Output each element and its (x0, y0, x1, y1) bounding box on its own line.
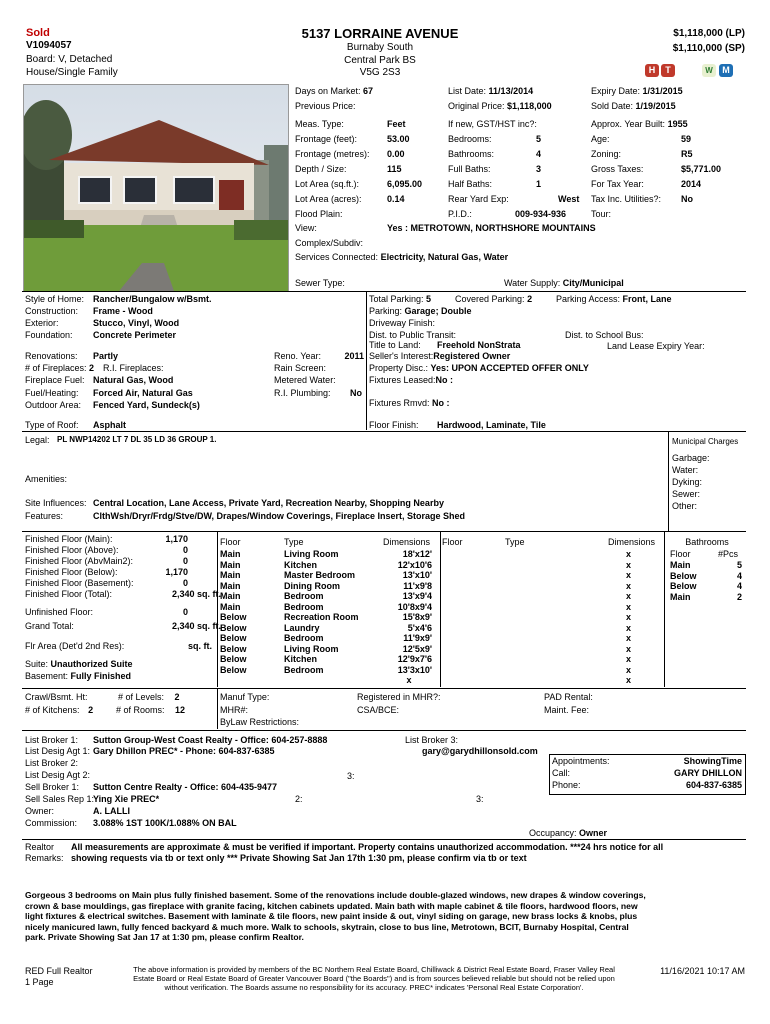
style-value: Rancher/Bungalow w/Bsmt. (93, 294, 212, 304)
depth-value: 115 (387, 164, 402, 174)
room-row: Below Living Room 12'5x9' (220, 643, 432, 654)
view-value: Yes : METROTOWN, NORTHSHORE MOUNTAINS (387, 223, 596, 233)
complex-label: Complex/Subdiv: (295, 238, 364, 248)
frontage-ft-label: Frontage (feet): (295, 134, 358, 144)
zoning-label: Zoning: (591, 149, 622, 159)
call-label: Call: (552, 768, 571, 778)
room-empty-marker: x (626, 612, 632, 622)
style-label: Style of Home: (25, 294, 85, 304)
bath-row: Main 2 (670, 591, 742, 602)
disclaimer (100, 965, 648, 992)
crawl-label: Crawl/Bsmt. Ht: (25, 692, 88, 702)
flood-plain-label: Flood Plain: (295, 209, 343, 219)
subarea-text: Central Park BS (344, 55, 416, 66)
floor-finish-label: Floor Finish: (369, 420, 419, 430)
list-broker-2-label: List Broker 2: (25, 758, 79, 768)
column-divider (664, 532, 665, 687)
depth-label: Depth / Size: (295, 164, 347, 174)
room-empty-marker: x (626, 622, 632, 633)
basement-row: Basement: Fully Finished (25, 671, 132, 681)
driveway-label: Driveway Finish: (369, 318, 436, 328)
list-broker-1[interactable]: Sutton Group-West Coast Realty - Office: 604-257-8888 (93, 735, 328, 745)
fuel-value: Forced Air, Natural Gas (93, 388, 193, 398)
municipal-item: Dyking: (672, 477, 703, 487)
sell-broker-1-label: Sell Broker 1: (25, 782, 80, 792)
rooms-dim-header-2: Dimensions (608, 537, 656, 547)
original-price: Original Price: $1,118,000 (448, 101, 552, 111)
frontage-ft-value: 53.00 (387, 134, 410, 144)
fixtures-removed: Fixtures Rmvd: No : (369, 398, 450, 408)
floor-abv2-value: 0 (182, 556, 188, 566)
agent-email-link[interactable]: gary@garydhillonsold.com (422, 746, 538, 756)
appointments-label: Appointments: (552, 756, 610, 766)
construction-value: Frame - Wood (93, 306, 153, 316)
room-row: Below Laundry 5'x4'6 (220, 622, 432, 633)
floor-main-label: Finished Floor (Main): (25, 534, 113, 544)
municipal-item: Garbage: (672, 453, 710, 463)
features-value: ClthWsh/Dryr/Frdg/Stve/DW, Drapes/Window Coverings, Fireplace Insert, Storage Shed (93, 511, 465, 521)
sell-broker-1[interactable]: Sutton Centre Realty - Office: 604-435-9477 (93, 782, 278, 792)
public-remarks-line: Gorgeous 3 bedrooms on Main plus fully finished basement. Some of the renovations include double-glazed windows, new drapes & window coverings, (25, 890, 646, 900)
age-label: Age: (591, 134, 610, 144)
floor-bsmt-label: Finished Floor (Basement): (25, 578, 134, 588)
column-divider (217, 532, 218, 687)
sold-date: Sold Date: 1/19/2015 (591, 101, 676, 111)
water-row: Water Supply: City/Municipal (504, 278, 624, 288)
amenities-label: Amenities: (25, 474, 68, 484)
floor-below-label: Finished Floor (Below): (25, 567, 118, 577)
rooms-list (220, 549, 432, 686)
floor-total-label: Finished Floor (Total): (25, 589, 113, 599)
divider (22, 688, 746, 689)
frontage-m-label: Frontage (metres): (295, 149, 370, 159)
sewer-label: Sewer Type: (295, 278, 345, 288)
room-empty-marker: x (626, 675, 632, 685)
meas-type-label: Meas. Type: (295, 119, 344, 129)
bath-floor-header: Floor (670, 549, 691, 559)
sell-rep-2-label: 2: (295, 794, 303, 804)
exterior-value: Stucco, Vinyl, Wood (93, 318, 180, 328)
rooms-count-row: # of Rooms: 12 (116, 705, 186, 715)
public-remarks-line: park. Private Showing Sat Jan 17 at 1:30 pm, please confirm Realtor. (25, 932, 304, 942)
kitchens-row: # of Kitchens: 2 (25, 705, 94, 715)
realtor-remarks-line-1: All measurements are approximate & must be verified if important. Property contains unauthorized accommodation. ***24 hrs notice for all (71, 842, 664, 852)
half-baths-label: Half Baths: (448, 179, 493, 189)
room-empty-marker: x (626, 643, 632, 654)
metered-water-label: Metered Water: (274, 375, 336, 385)
room-empty-marker: x (626, 633, 632, 643)
walkscore-icon[interactable]: W (702, 64, 716, 77)
foundation-label: Foundation: (25, 330, 73, 340)
transit-label: Dist. to Public Transit: (369, 330, 457, 340)
public-remarks-line: light fixtures & electrical switches. Basement with laminate & tile floors, new paint inside & out, vinyl siding on garage, new brass locks & knobs, plus (25, 911, 638, 921)
rooms-type-header-2: Type (505, 537, 525, 547)
postal-code: V5G 2S3 (359, 67, 401, 78)
room-empty-marker: x (626, 591, 632, 601)
public-remarks-line: crown & base mouldings, gas fireplace with granite facing, kitchen cabinets updated. Main bath with maple cabinet & tile floors, hardwood floors, new (25, 900, 638, 911)
list-broker-1-label: List Broker 1: (25, 735, 79, 745)
disclaimer-line: The above information is provided by members of the BC Northern Real Estate Board, Chilliwack & District Real Estate Board, Fraser Valley Real (133, 965, 615, 974)
lot-sqft-label: Lot Area (sq.ft.): (295, 179, 360, 189)
gst-label: If new, GST/HST inc?: (448, 119, 537, 129)
previous-price-label: Previous Price: (295, 101, 356, 111)
covered-parking: Covered Parking: 2 (455, 294, 533, 304)
fireplace-fuel-value: Natural Gas, Wood (93, 375, 174, 385)
parking-access: Parking Access: Front, Lane (556, 294, 672, 304)
room-empty-marker: x (626, 601, 632, 612)
school-bus-label: Dist. to School Bus: (565, 330, 644, 340)
detd-label: Flr Area (Det'd 2nd Res): (25, 641, 125, 651)
area-text: Burnaby South (346, 42, 414, 53)
column-divider (217, 689, 218, 729)
ri-plumbing-value: No (350, 388, 362, 398)
floor-above-value: 0 (182, 545, 188, 555)
floor-total-value: 2,340 sq. ft. (172, 589, 222, 599)
bath-row: Below 4 (670, 570, 742, 581)
unfinished-label: Unfinished Floor: (25, 607, 94, 617)
site-influences-value: Central Location, Lane Access, Private Yard, Recreation Nearby, Shopping Nearby (93, 498, 444, 508)
roof-value: Asphalt (93, 420, 127, 430)
room-empty-marker: x (626, 570, 632, 580)
mls-number: V1094057 (26, 40, 72, 51)
mhr-label: MHR#: (220, 705, 249, 715)
pid-label: P.I.D.: (448, 209, 472, 219)
rain-screen-label: Rain Screen: (274, 363, 327, 373)
roof-label: Type of Roof: (25, 420, 79, 430)
zoning-value: R5 (681, 149, 693, 159)
disclaimer-line: without verification. The Boards assume no responsibility for its accuracy. PREC* indicates 'Personal Real Estate Corporation'. (164, 983, 584, 992)
tax-util-value: No (681, 194, 693, 204)
owner-label: Owner: (25, 806, 55, 816)
map-badge-icon[interactable]: M (719, 64, 733, 77)
floor-abv2-label: Finished Floor (AbvMain2): (25, 556, 134, 566)
full-baths-label: Full Baths: (448, 164, 491, 174)
dom-label: Days on Market: 67 (295, 86, 374, 96)
report-type: RED Full Realtor (25, 966, 93, 976)
site-influences-label: Site Influences: (25, 498, 87, 508)
features-label: Features: (25, 511, 64, 521)
bedrooms-value: 5 (536, 134, 542, 144)
detd-sqft: sq. ft. (188, 641, 212, 651)
municipal-title: Municipal Charges (672, 437, 739, 446)
frontage-m-value: 0.00 (387, 149, 405, 159)
reno-year-label: Reno. Year: (274, 351, 322, 361)
municipal-item: Other: (672, 501, 698, 511)
bath-row: Main 5 (670, 560, 742, 570)
list-price: $1,118,000 (LP) (673, 28, 745, 39)
house-photo-image (24, 85, 288, 291)
page-count: 1 Page (25, 977, 54, 987)
foundation-value: Concrete Perimeter (93, 330, 177, 340)
rooms-right-markers (626, 549, 631, 686)
lot-acres-label: Lot Area (acres): (295, 194, 362, 204)
total-parking: Total Parking: 5 (369, 294, 432, 304)
divider (22, 839, 746, 840)
room-row: Below Bedroom 11'9x9' (220, 633, 432, 643)
fireplaces-row: # of Fireplaces: 2 (25, 363, 95, 373)
tour-label[interactable]: Tour: (591, 209, 612, 219)
renovations-label: Renovations: (25, 351, 78, 361)
list-agent-3-label: 3: (347, 771, 355, 781)
occupancy-row: Occupancy: Owner (529, 828, 608, 838)
floor-below-value: 1,170 (165, 567, 188, 577)
list-agent-1[interactable]: Gary Dhillon PREC* - Phone: 604-837-6385 (93, 746, 275, 756)
divider (22, 531, 746, 532)
title-land-label: Title to Land: (369, 340, 421, 350)
bath-row: Below 4 (670, 581, 742, 591)
pid-value: 009-934-936 (515, 209, 567, 219)
room-row: x (406, 675, 412, 685)
public-remarks-line: nicely manicured lawn, fully fenced backyard & much more. Walk to schools, skytrain, close to bus line, Metrotown, BCIT, Burnaby Hospital, Central (25, 921, 629, 932)
legal-label: Legal: (25, 435, 50, 445)
levels-row: # of Levels: 2 (118, 692, 180, 702)
room-empty-marker: x (626, 654, 632, 664)
services-row: Services Connected: Electricity, Natural Gas, Water (295, 252, 509, 262)
maint-fee-label: Maint. Fee: (544, 705, 590, 715)
commission-label: Commission: (25, 818, 78, 828)
half-baths-value: 1 (536, 179, 542, 189)
room-empty-marker: x (626, 549, 632, 559)
house-type-text: House/Single Family (26, 67, 118, 78)
csa-label: CSA/BCE: (357, 705, 400, 715)
room-row: Below Bedroom 13'3x10' (220, 664, 432, 675)
fireplace-fuel-label: Fireplace Fuel: (25, 375, 85, 385)
status-label: Sold (26, 27, 50, 39)
bedrooms-label: Bedrooms: (448, 134, 492, 144)
column-divider (366, 292, 367, 430)
municipal-list (672, 452, 710, 512)
floor-above-label: Finished Floor (Above): (25, 545, 119, 555)
floor-bsmt-value: 0 (182, 578, 188, 588)
lease-expiry-label: Land Lease Expiry Year: (607, 341, 705, 351)
room-row: Below Recreation Room 15'8x9' (220, 612, 432, 622)
unfinished-value: 0 (182, 607, 188, 617)
phone-label: Phone: (552, 780, 581, 790)
owner-value: A. LALLI (93, 806, 130, 816)
exterior-label: Exterior: (25, 318, 59, 328)
outdoor-value: Fenced Yard, Sundeck(s) (93, 400, 200, 410)
public-remarks (25, 890, 646, 943)
floor-finish-value: Hardwood, Laminate, Tile (437, 420, 546, 430)
sell-rep-3-label: 3: (476, 794, 484, 804)
column-divider (668, 431, 669, 531)
commission-value: 3.088% 1ST 100K/1.088% ON BAL (93, 818, 237, 828)
board-text: Board: V, Detached (26, 54, 113, 65)
room-row: Main Master Bedroom 13'x10' (220, 570, 432, 580)
lot-acres-value: 0.14 (387, 194, 405, 204)
year-built-row: Approx. Year Built: 1955 (591, 119, 688, 129)
t-badge-icon[interactable]: T (661, 64, 675, 77)
bylaw-label: ByLaw Restrictions: (220, 717, 300, 727)
manuf-type-label: Manuf Type: (220, 692, 270, 702)
divider (22, 730, 746, 731)
tax-year-label: For Tax Year: (591, 179, 644, 189)
sell-rep-1-label: Sell Sales Rep 1: (25, 794, 95, 804)
rooms-dim-header: Dimensions (383, 537, 431, 547)
outdoor-label: Outdoor Area: (25, 400, 82, 410)
renovations-value: Partly (93, 351, 119, 361)
list-agent-1-label: List Desig Agt 1: (25, 746, 91, 756)
divider (22, 431, 746, 432)
reg-mhr-label: Registered in MHR?: (357, 692, 441, 702)
h-badge-icon[interactable]: H (645, 64, 659, 77)
bath-pcs-header: #Pcs (718, 549, 739, 559)
bathrooms-title: Bathrooms (685, 537, 729, 547)
tax-year-value: 2014 (681, 179, 702, 189)
bathrooms-value: 4 (536, 149, 542, 159)
title-land-value: Freehold NonStrata (437, 340, 521, 350)
list-agent-2-label: List Desig Agt 2: (25, 770, 91, 780)
suite-row: Suite: Unauthorized Suite (25, 659, 133, 669)
tax-util-label: Tax Inc. Utilities?: (591, 194, 662, 204)
property-disclosure: Property Disc.: Yes: UPON ACCEPTED OFFER ONLY (369, 363, 589, 373)
legal-value: PL NWP14202 LT 7 DL 35 LD 36 GROUP 1. (57, 435, 217, 444)
construction-label: Construction: (25, 306, 79, 316)
room-empty-marker: x (626, 559, 632, 570)
divider (22, 291, 746, 292)
fuel-label: Fuel/Heating: (25, 388, 79, 398)
remarks-label: Remarks: (25, 853, 64, 863)
list-broker-3-label: List Broker 3: (405, 735, 459, 745)
sold-price: $1,110,000 (SP) (672, 43, 745, 54)
bathrooms-list (670, 560, 742, 602)
room-row: Main Dining Room 11'x9'8 (220, 580, 432, 591)
view-label: View: (295, 223, 317, 233)
address-title: 5137 LORRAINE AVENUE (301, 26, 459, 41)
room-empty-marker: x (626, 580, 632, 591)
rooms-floor-header-2: Floor (442, 537, 463, 547)
age-value: 59 (681, 134, 692, 144)
municipal-item: Water: (672, 465, 699, 475)
phone-value[interactable]: 604-837-6385 (685, 780, 742, 790)
timestamp: 11/16/2021 10:17 AM (660, 966, 745, 976)
full-baths-value: 3 (536, 164, 542, 174)
lot-sqft-value: 6,095.00 (387, 179, 423, 189)
list-date: List Date: 11/13/2014 (448, 86, 534, 96)
call-value: GARY DHILLON (673, 768, 742, 778)
appointments-value: ShowingTime (683, 756, 742, 766)
sell-rep-1[interactable]: Ying Xie PREC* (93, 794, 160, 804)
ri-fireplaces-label: R.I. Fireplaces: (103, 363, 164, 373)
room-row: Main Living Room 18'x12' (220, 549, 432, 559)
municipal-item: Sewer: (672, 489, 701, 499)
expiry-date: Expiry Date: 1/31/2015 (591, 86, 683, 96)
room-row: Below Kitchen 12'9x7'6 (220, 654, 432, 664)
gross-taxes-label: Gross Taxes: (591, 164, 644, 174)
rooms-type-header: Type (284, 537, 304, 547)
pad-rental-label: PAD Rental: (544, 692, 593, 702)
grand-total-label: Grand Total: (25, 621, 74, 631)
reno-year-value: 2011 (344, 351, 364, 361)
realtor-remarks-label: Realtor (25, 842, 55, 852)
room-row: Main Bedroom 10'8x9'4 (220, 601, 432, 612)
column-divider (440, 532, 441, 687)
bathrooms-label: Bathrooms: (448, 149, 495, 159)
parking-type: Parking: Garage; Double (369, 306, 472, 316)
room-row: Main Kitchen 12'x10'6 (220, 559, 432, 570)
property-photo[interactable] (23, 84, 289, 292)
fixtures-leased: Fixtures Leased:No : (369, 375, 454, 385)
realtor-remarks-line-2: showing requests via tb or text only *** Private Showing Sat Jan 17th 1:30 pm, please confirm via tb or text (71, 853, 527, 863)
gross-taxes-value: $5,771.00 (681, 164, 722, 174)
rear-yard-label: Rear Yard Exp: (448, 194, 509, 204)
floor-main-value: 1,170 (165, 534, 188, 544)
disclaimer-line: Estate Board or Real Estate Board of Greater Vancouver Board ("the Boards") and is from sources believed reliable but should not be relied upon (133, 974, 615, 983)
room-empty-marker: x (626, 664, 632, 675)
room-row: Main Bedroom 13'x9'4 (220, 591, 432, 601)
ri-plumbing-label: R.I. Plumbing: (274, 388, 331, 398)
rooms-floor-header: Floor (220, 537, 241, 547)
rear-yard-value: West (558, 194, 580, 204)
meas-type-value: Feet (387, 119, 406, 129)
grand-total-value: 2,340 sq. ft. (172, 621, 222, 631)
seller-interest: Seller's Interest:Registered Owner (369, 351, 511, 361)
